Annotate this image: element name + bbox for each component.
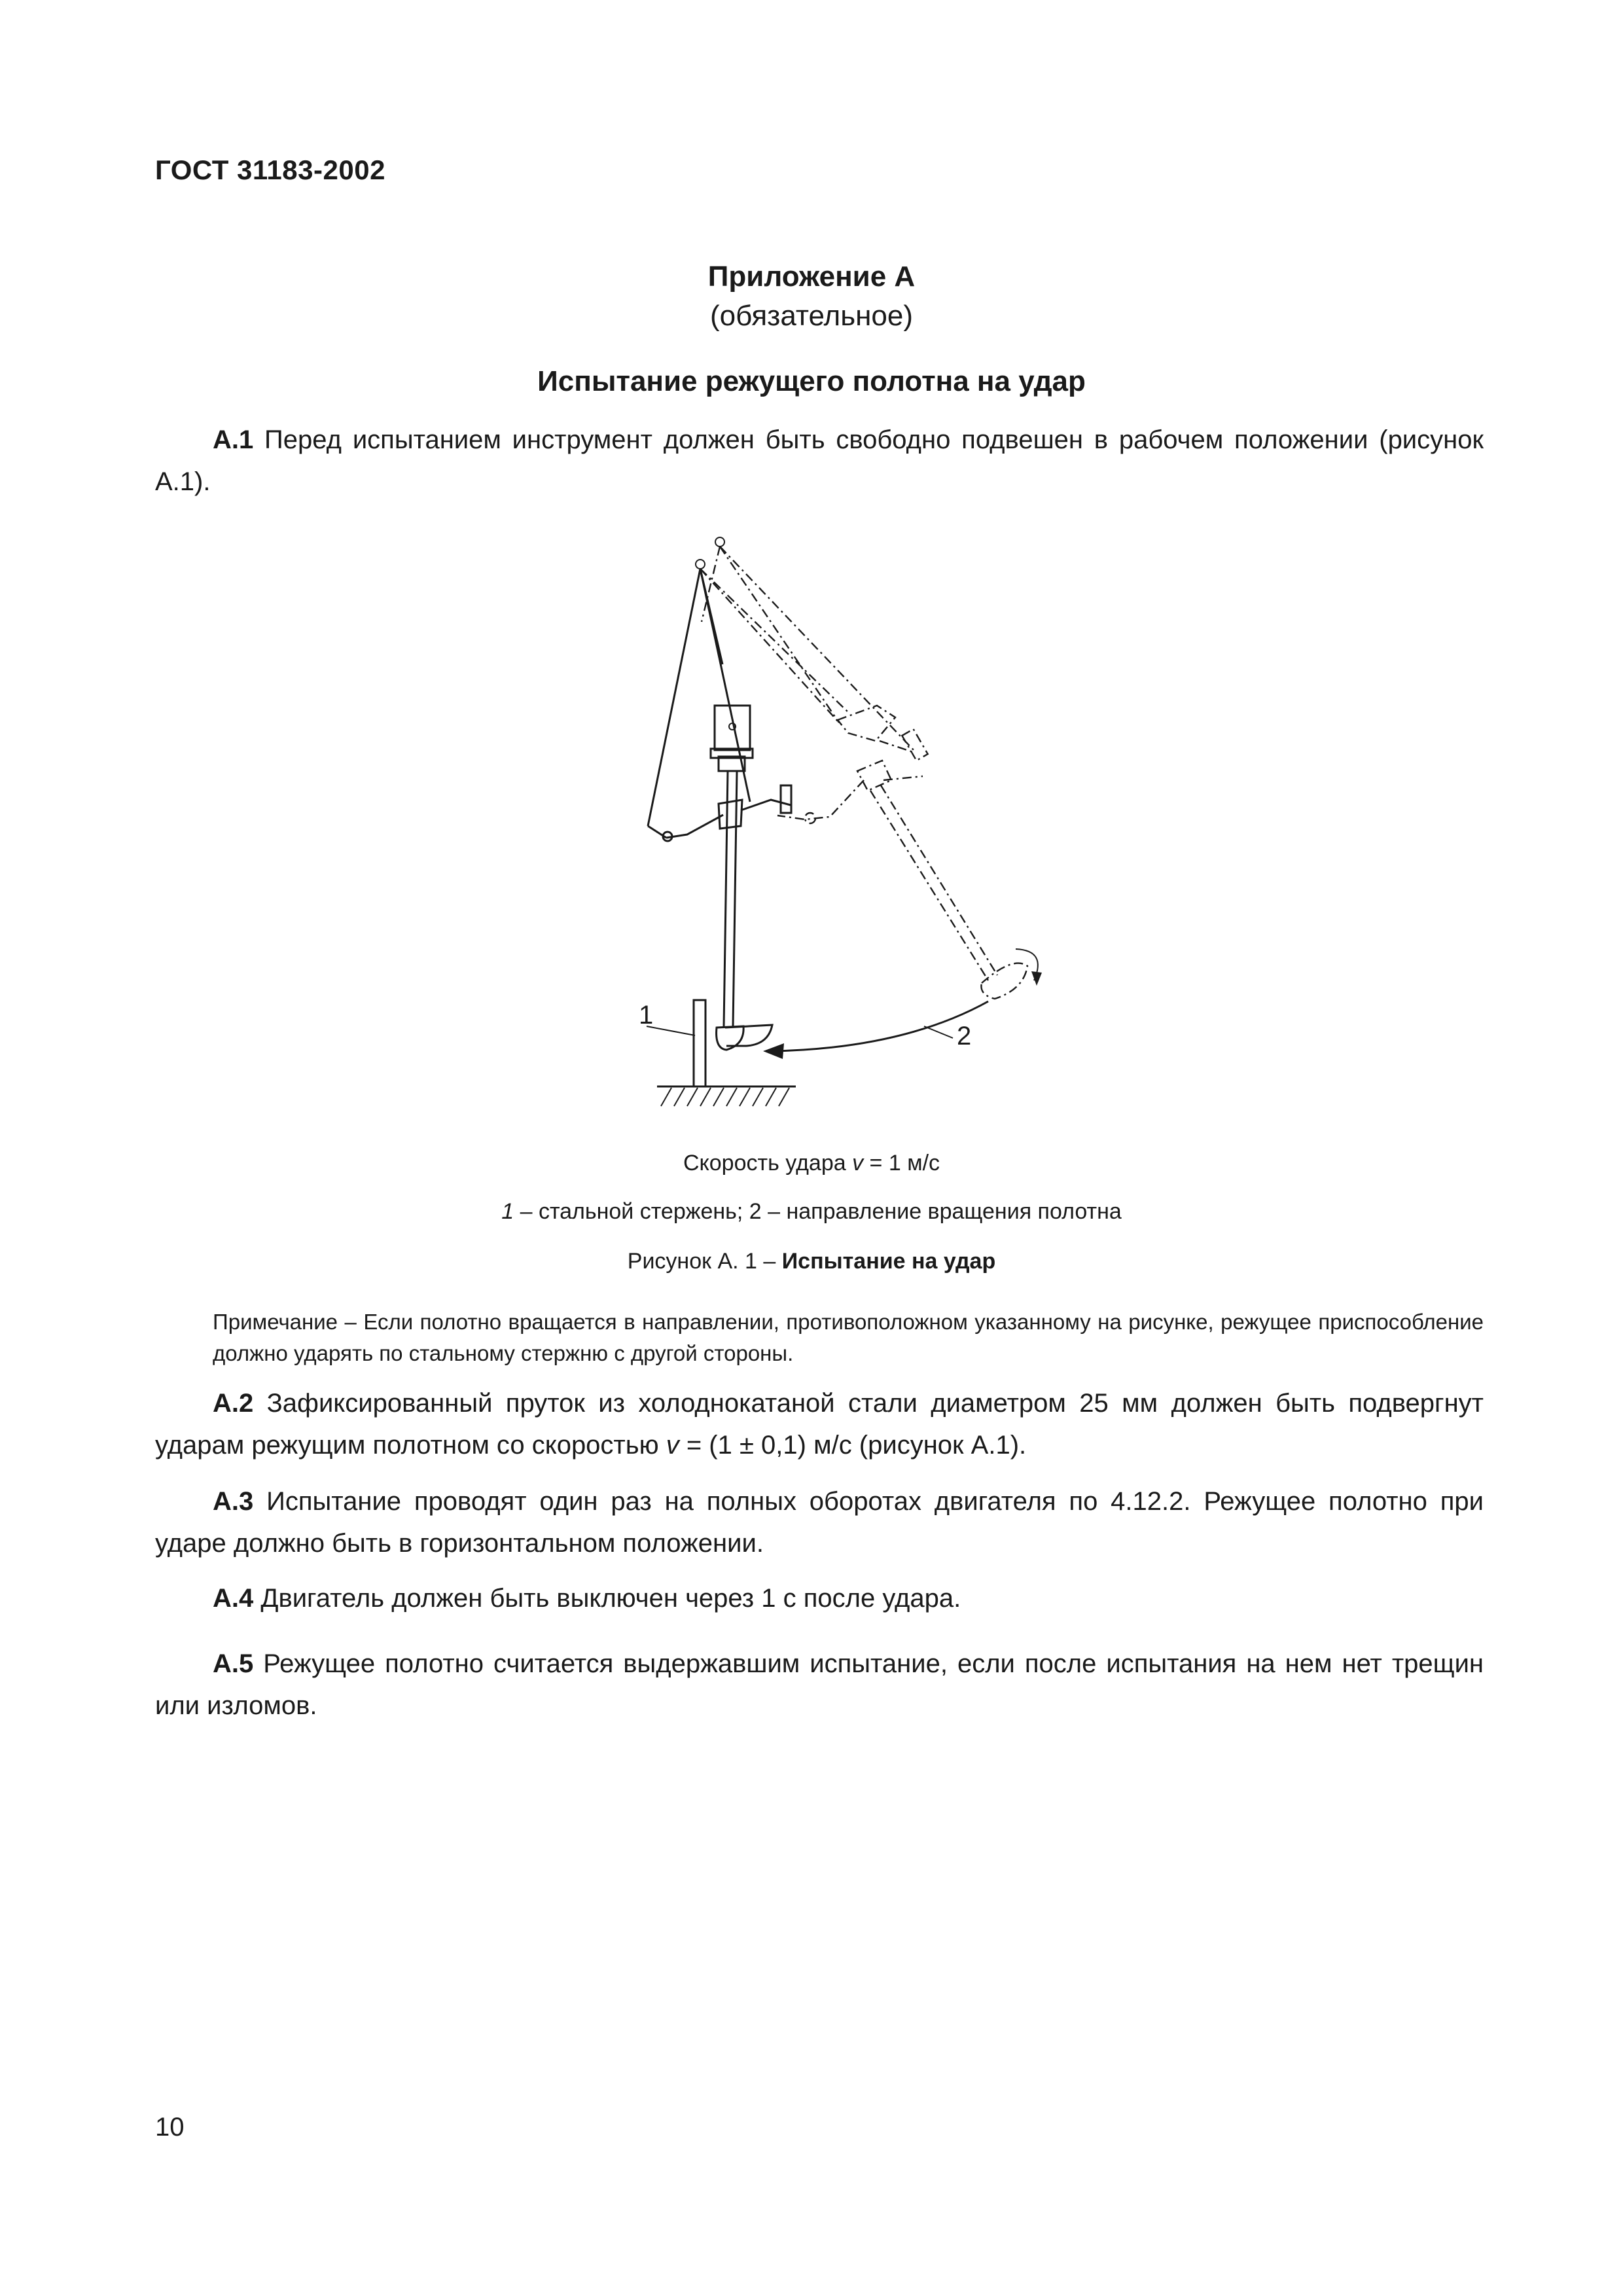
figure-caption-prefix: Рисунок А. 1 – xyxy=(627,1249,782,1274)
paragraph-a5 xyxy=(155,1643,1484,1727)
figure-caption xyxy=(0,1249,1623,1274)
paragraph-a2 xyxy=(155,1382,1484,1466)
paragraph-text: Режущее полотно считается выдержавшим испытание, если после испытания на нем нет трещин или изломов. xyxy=(155,1649,1484,1720)
paragraph-number: А.4 xyxy=(213,1584,254,1613)
leader-line-2 xyxy=(924,1026,953,1038)
label-2: 2 xyxy=(957,1022,972,1050)
section-title: Испытание режущего полотна на удар xyxy=(537,365,1086,397)
speed-value: = 1 м/с xyxy=(863,1151,940,1175)
annex-title: Приложение А xyxy=(707,260,916,293)
paragraph-text: Испытание проводят один раз на полных оборотах двигателя по 4.12.2. Режущее полотно при ударе должно быть в горизонтальном положении. xyxy=(155,1487,1484,1558)
paragraph-number: А.1 xyxy=(213,425,254,454)
trimmer-swung-position xyxy=(700,537,1042,999)
paragraph-text: Перед испытанием инструмент должен быть свободно подвешен в рабочем положении (рисунок А.1). xyxy=(155,425,1484,496)
impact-test-figure xyxy=(589,497,1086,1126)
label-1: 1 xyxy=(639,1001,654,1030)
paragraph-text: Зафиксированный пруток из холоднокатаной стали диаметром 25 мм должен быть подвергнут ударам режущим полотном со скоростью xyxy=(155,1389,1484,1460)
figure-caption-title: Испытание на удар xyxy=(781,1249,996,1274)
ground-hatching xyxy=(657,1086,796,1106)
paragraph-a4 xyxy=(155,1577,1484,1619)
paragraph-text: Двигатель должен быть выключен через 1 с после удара. xyxy=(253,1584,961,1613)
paragraph-text-end: = (1 ± 0,1) м/с (рисунок А.1). xyxy=(679,1431,1027,1460)
legend-text: – стальной стержень; 2 – направление вращения полотна xyxy=(514,1199,1122,1224)
paragraph-number: А.3 xyxy=(213,1487,254,1516)
paragraph-a3 xyxy=(155,1480,1484,1564)
leader-line-1 xyxy=(647,1026,695,1035)
paragraph-number: А.5 xyxy=(213,1649,254,1678)
note: Примечание – Если полотно вращается в направлении, противоположном указанному на рисунке, режущее приспособление должно ударять по стальному стержню с другой стороны. xyxy=(213,1310,1484,1365)
legend-item-number: 1 xyxy=(501,1199,514,1224)
speed-variable: v xyxy=(666,1431,679,1460)
speed-variable: v xyxy=(852,1151,864,1175)
document-code: ГОСТ 31183-2002 xyxy=(155,154,385,185)
page-number: 10 xyxy=(155,2113,185,2142)
speed-text: Скорость удара xyxy=(683,1151,853,1175)
trimmer-at-impact xyxy=(648,560,791,1050)
paragraph-a1 xyxy=(155,419,1484,503)
rotation-direction-arrow xyxy=(763,1001,988,1059)
paragraph-number: А.2 xyxy=(213,1389,254,1418)
suspension-point xyxy=(696,560,705,569)
annex-status: (обязательное) xyxy=(709,300,914,332)
steel-rod xyxy=(694,1000,705,1086)
figure-legend xyxy=(0,1199,1623,1225)
impact-speed-caption xyxy=(0,1151,1623,1176)
